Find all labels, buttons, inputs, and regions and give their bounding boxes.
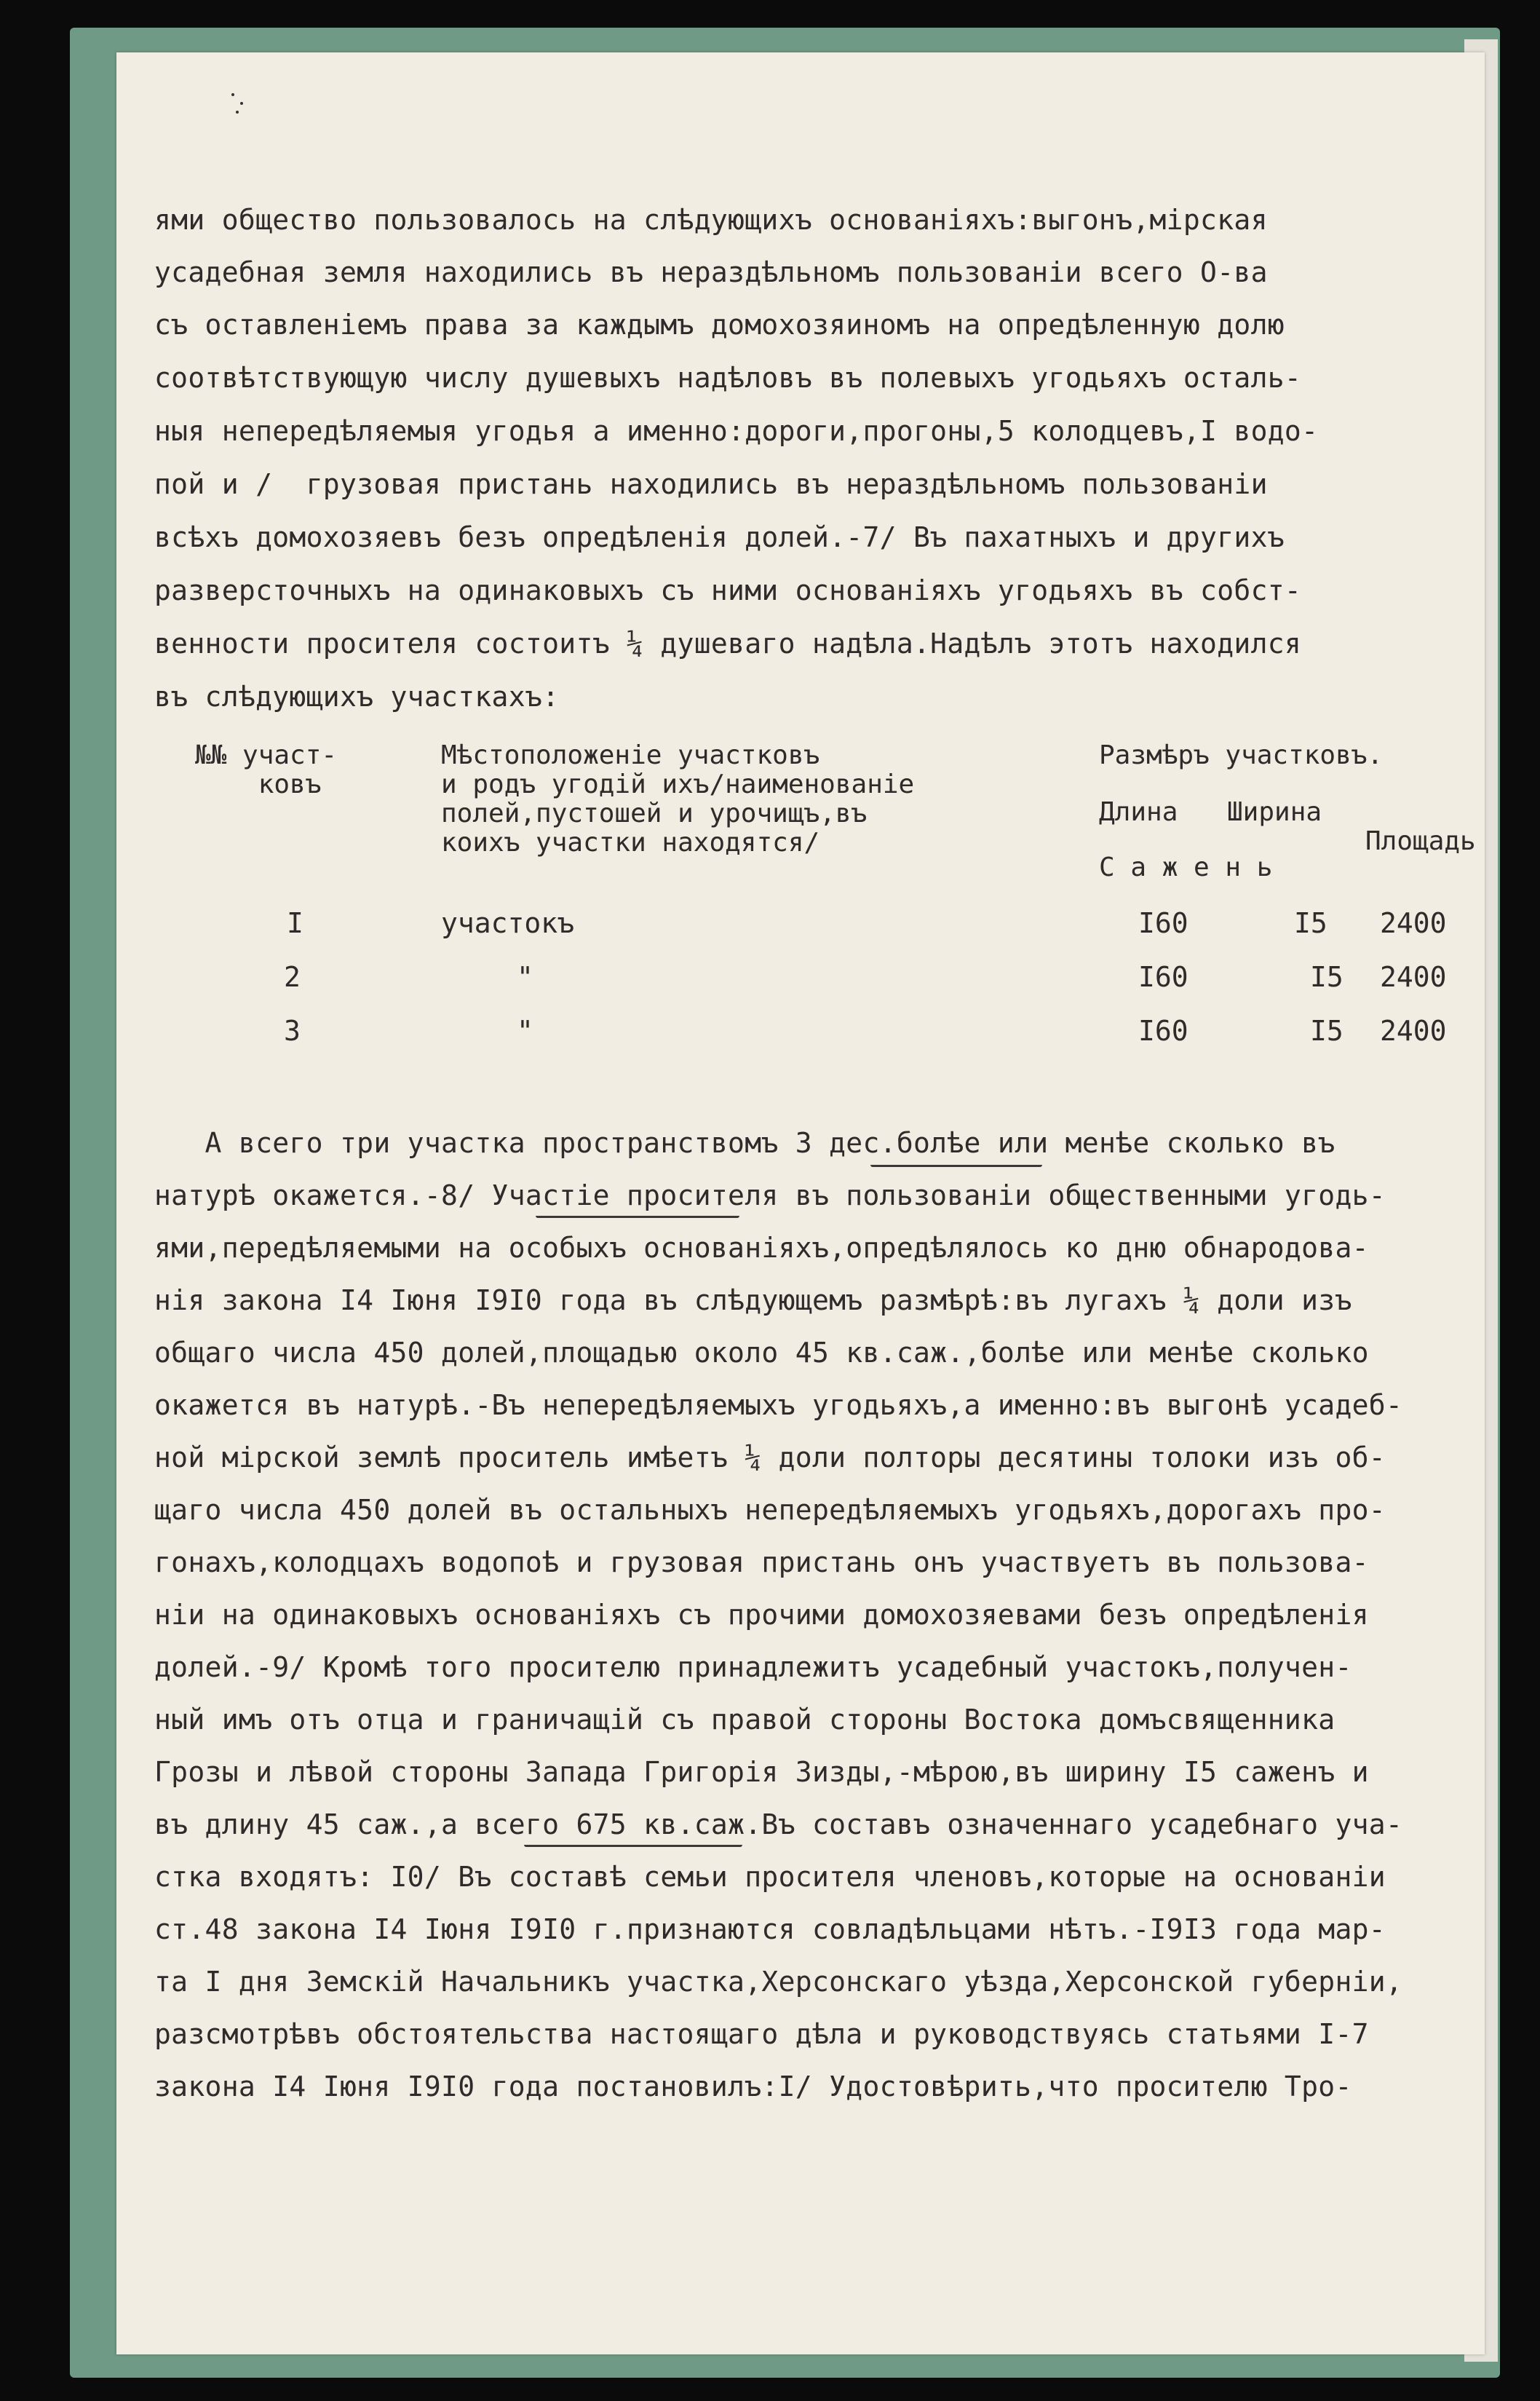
table-header-width: Ширина (1227, 797, 1322, 827)
table-header-unit: С а ж е н ь (1099, 853, 1273, 882)
table-cell-width: I5 (1294, 907, 1327, 939)
table-cell-length: I60 (1138, 907, 1188, 939)
text-line: стка входятъ: I0/ Въ составѣ семьи просителя членовъ,которые на основаніи (154, 1861, 1386, 1893)
text-line: усадебная земля находились въ нераздѣльномъ пользованіи всего О-ва (154, 256, 1268, 288)
text-line: въ слѣдующихъ участкахъ: (154, 681, 560, 713)
table-cell-name: участокъ (441, 907, 575, 939)
text-line: Грозы и лѣвой стороны Запада Григорія Зизды,-мѣрою,въ ширину I5 саженъ и (154, 1756, 1369, 1788)
text-line: закона I4 Іюня I9I0 года постановилъ:I/ Удостовѣрить,что просителю Тро- (154, 2070, 1352, 2103)
table-cell-area: 2400 (1380, 907, 1447, 939)
text-line: съ оставленіемъ права за каждымъ домохозяиномъ на опредѣленную долю (154, 309, 1285, 341)
text-line: ями,передѣляемыми на особыхъ основаніяхъ,опредѣлялось ко дню обнародова- (154, 1232, 1369, 1264)
table-header-length: Длина (1099, 797, 1178, 827)
table-header-number: №№ участ- ковъ (195, 740, 338, 799)
ink-speck (231, 93, 234, 96)
text-line: ныя непередѣляемыя угодья а именно:дороги,прогоны,5 колодцевъ,I водо- (154, 415, 1319, 447)
table-cell-name: " (517, 961, 533, 993)
text-line: щаго числа 450 долей въ остальныхъ непередѣляемыхъ угодьяхъ,дорогахъ про- (154, 1494, 1386, 1526)
text-line: разверсточныхъ на одинаковыхъ съ ними основаніяхъ угодьяхъ въ собст- (154, 574, 1302, 606)
table-cell-num: I (287, 907, 303, 939)
table-header-area: Площадь (1365, 826, 1476, 856)
table-cell-length: I60 (1138, 1015, 1188, 1047)
table-cell-width: I5 (1310, 1015, 1343, 1047)
table-cell-area: 2400 (1380, 1015, 1447, 1047)
table-header-size: Размѣръ участковъ. (1099, 740, 1384, 770)
table-cell-area: 2400 (1380, 961, 1447, 993)
ink-speck (240, 102, 243, 105)
text-line: въ длину 45 саж.,а всего 675 кв.саж.Въ составъ означеннаго усадебнаго уча- (154, 1808, 1403, 1840)
ink-speck (236, 111, 239, 114)
table-header-location: Мѣстоположеніе участковъ и родъ угодій ихъ/наименованіе полей,пустошей и урочищъ,въ коихъ участки находятся/ (441, 740, 915, 858)
table-cell-width: I5 (1310, 961, 1343, 993)
hand-underline (536, 1216, 739, 1218)
text-line: венности просителя состоитъ ¼ душеваго надѣла.Надѣлъ этотъ находился (154, 628, 1302, 660)
text-line: ный имъ отъ отца и граничащій съ правой стороны Востока домъсвященника (154, 1704, 1335, 1736)
text-line: ніи на одинаковыхъ основаніяхъ съ прочими домохозяевами безъ опредѣленія (154, 1599, 1369, 1631)
text-line: А всего три участка пространствомъ 3 дес.болѣе или менѣе сколько въ (154, 1127, 1335, 1159)
text-line: та I дня Земскій Начальникъ участка,Херсонскаго уѣзда,Херсонской губерніи, (154, 1966, 1403, 1998)
text-line: ями общество пользовалось на слѣдующихъ основаніяхъ:выгонъ,мірская (154, 204, 1268, 236)
text-line: всѣхъ домохозяевъ безъ опредѣленія долей.-7/ Въ пахатныхъ и другихъ (154, 521, 1285, 553)
text-line: гонахъ,колодцахъ водопоѣ и грузовая пристань онъ участвуетъ въ пользова- (154, 1546, 1369, 1578)
hand-underline (524, 1845, 742, 1847)
text-line: окажется въ натурѣ.-Въ непередѣляемыхъ угодьяхъ,а именно:въ выгонѣ усадеб- (154, 1389, 1403, 1421)
text-line: долей.-9/ Кромѣ того просителю принадлежитъ усадебный участокъ,получен- (154, 1651, 1352, 1683)
hand-underline (870, 1165, 1042, 1167)
text-line: нія закона I4 Іюня I9I0 года въ слѣдующемъ размѣрѣ:въ лугахъ ¼ доли изъ (154, 1284, 1352, 1316)
text-line: натурѣ окажется.-8/ Участіе просителя въ пользованіи общественными угодь- (154, 1179, 1386, 1211)
text-line: пой и / грузовая пристань находились въ нераздѣльномъ пользованіи (154, 468, 1268, 500)
table-cell-num: 2 (284, 961, 301, 993)
text-line: соотвѣтствующую числу душевыхъ надѣловъ въ полевыхъ угодьяхъ осталь- (154, 362, 1302, 394)
table-cell-length: I60 (1138, 961, 1188, 993)
table-cell-name: " (517, 1015, 533, 1047)
text-line: общаго числа 450 долей,площадью около 45 кв.саж.,болѣе или менѣе сколько (154, 1337, 1369, 1369)
table-cell-num: 3 (284, 1015, 301, 1047)
text-line: ной мірской землѣ проситель имѣетъ ¼ доли полторы десятины толоки изъ об- (154, 1441, 1386, 1474)
text-line: разсмотрѣвъ обстоятельства настоящаго дѣла и руководствуясь статьями I-7 (154, 2018, 1369, 2050)
text-line: ст.48 закона I4 Іюня I9I0 г.признаются совладѣльцами нѣтъ.-I9I3 года мар- (154, 1913, 1386, 1945)
